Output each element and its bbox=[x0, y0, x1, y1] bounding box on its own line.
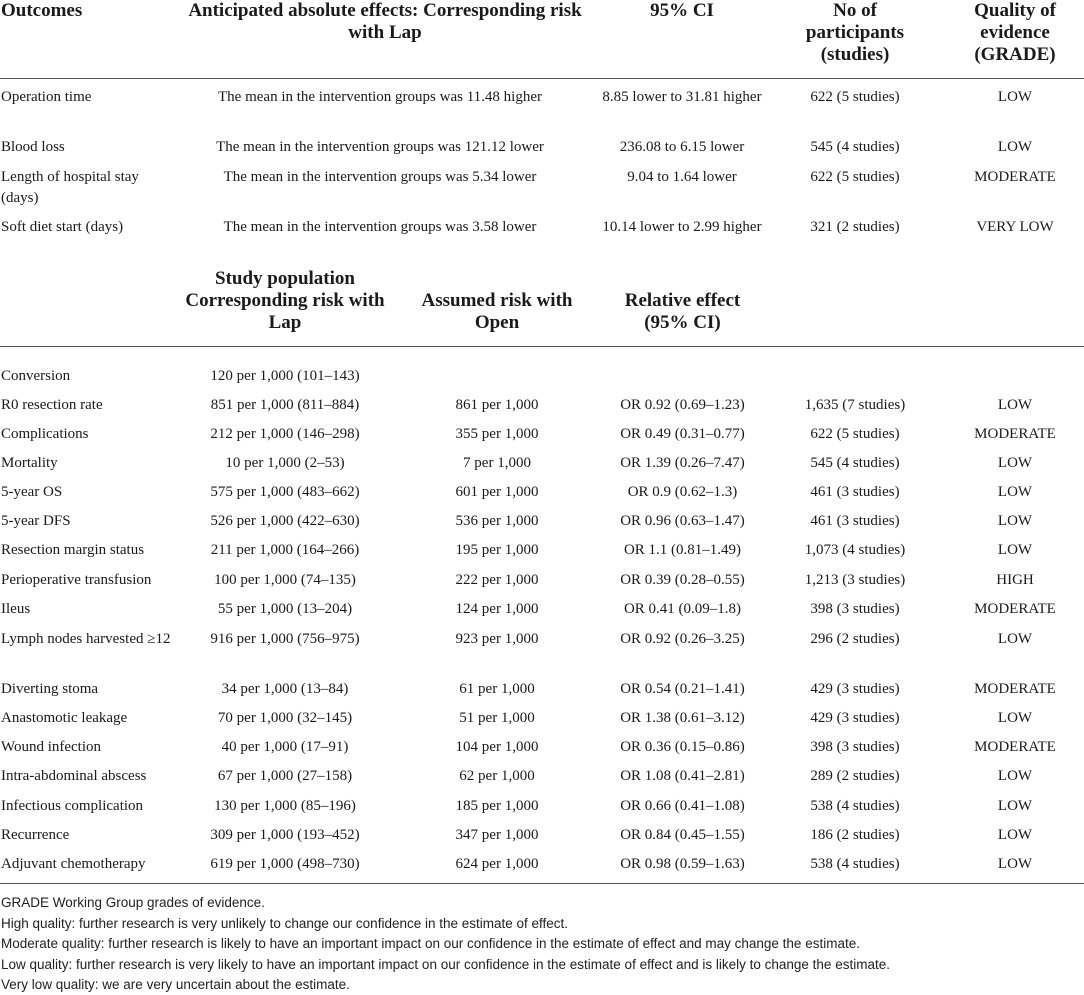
participants-text: 538 (4 studies) bbox=[810, 856, 900, 872]
participants-text: 622 (5 studies) bbox=[810, 89, 900, 105]
outcome-name: Resection margin status bbox=[1, 542, 145, 558]
outcome-name: Wound infection bbox=[1, 739, 102, 755]
quality-text: LOW bbox=[997, 542, 1033, 558]
subheader-assumed-risk: Assumed risk with Open bbox=[421, 290, 573, 333]
lap-risk-text: 619 per 1,000 (498–730) bbox=[210, 856, 360, 872]
quality-text: MODERATE bbox=[974, 426, 1056, 442]
participants-text: 289 (2 studies) bbox=[810, 768, 900, 784]
open-risk-text: 62 per 1,000 bbox=[459, 768, 535, 784]
open-risk-text: 51 per 1,000 bbox=[459, 710, 535, 726]
quality-text: LOW bbox=[997, 139, 1033, 155]
open-risk-text: 61 per 1,000 bbox=[459, 681, 535, 697]
ci-text: 9.04 to 1.64 lower bbox=[627, 169, 737, 185]
subheader-study-population: Study population Corresponding risk with Lap bbox=[185, 268, 385, 333]
participants-text: 429 (3 studies) bbox=[810, 681, 900, 697]
quality-text: MODERATE bbox=[974, 739, 1056, 755]
footnote-moderate: Moderate quality: further research is likely to have an important impact on our confidence in the estimate of effect and may change the estimate. bbox=[1, 936, 860, 951]
quality-text: LOW bbox=[997, 631, 1033, 647]
outcome-name: Mortality bbox=[1, 455, 58, 471]
participants-text: 321 (2 studies) bbox=[810, 219, 900, 235]
outcome-name: Lymph nodes harvested ≥12 bbox=[1, 631, 171, 647]
lap-risk-text: 34 per 1,000 (13–84) bbox=[221, 681, 349, 697]
quality-text: LOW bbox=[997, 455, 1033, 471]
outcome-name: R0 resection rate bbox=[1, 397, 103, 413]
outcome-name: Blood loss bbox=[1, 139, 65, 155]
relative-effect-text: OR 0.39 (0.28–0.55) bbox=[620, 572, 745, 588]
open-risk-text: 624 per 1,000 bbox=[455, 856, 539, 872]
header-participants: No of participants (studies) bbox=[805, 0, 905, 65]
open-risk-text: 923 per 1,000 bbox=[455, 631, 539, 647]
relative-effect-text: OR 0.98 (0.59–1.63) bbox=[620, 856, 745, 872]
participants-text: 545 (4 studies) bbox=[810, 455, 900, 471]
effect-text: The mean in the intervention groups was 11.48 higher bbox=[218, 89, 542, 105]
open-risk-text: 185 per 1,000 bbox=[455, 798, 539, 814]
subheader-relative-effect: Relative effect (95% CI) bbox=[624, 290, 741, 333]
participants-text: 1,213 (3 studies) bbox=[804, 572, 906, 588]
header-rule bbox=[0, 78, 1084, 79]
relative-effect-text: OR 0.92 (0.26–3.25) bbox=[620, 631, 745, 647]
relative-effect-text: OR 0.49 (0.31–0.77) bbox=[620, 426, 745, 442]
lap-risk-text: 100 per 1,000 (74–135) bbox=[214, 572, 356, 588]
relative-effect-text: OR 0.96 (0.63–1.47) bbox=[620, 513, 745, 529]
participants-text: 398 (3 studies) bbox=[810, 601, 900, 617]
participants-text: 461 (3 studies) bbox=[810, 484, 900, 500]
outcome-name: Length of hospital stay (days) bbox=[1, 169, 139, 206]
lap-risk-text: 309 per 1,000 (193–452) bbox=[210, 827, 360, 843]
ci-text: 10.14 lower to 2.99 higher bbox=[602, 219, 762, 235]
ci-text: 236.08 to 6.15 lower bbox=[619, 139, 745, 155]
outcome-name: 5-year OS bbox=[1, 484, 63, 500]
quality-text: HIGH bbox=[996, 572, 1034, 588]
participants-text: 429 (3 studies) bbox=[810, 710, 900, 726]
footnote-high: High quality: further research is very unlikely to change our confidence in the estimate of effect. bbox=[1, 916, 569, 931]
open-risk-text: 222 per 1,000 bbox=[455, 572, 539, 588]
participants-text: 538 (4 studies) bbox=[810, 798, 900, 814]
open-risk-text: 347 per 1,000 bbox=[455, 827, 539, 843]
lap-risk-text: 211 per 1,000 (164–266) bbox=[210, 542, 360, 558]
quality-text: MODERATE bbox=[974, 601, 1056, 617]
participants-text: 461 (3 studies) bbox=[810, 513, 900, 529]
subheader-rule bbox=[0, 346, 1084, 347]
quality-text: LOW bbox=[997, 513, 1033, 529]
open-risk-text: 536 per 1,000 bbox=[455, 513, 539, 529]
open-risk-text: 124 per 1,000 bbox=[455, 601, 539, 617]
lap-risk-text: 575 per 1,000 (483–662) bbox=[210, 484, 360, 500]
relative-effect-text: OR 1.38 (0.61–3.12) bbox=[620, 710, 745, 726]
footnote-grade: GRADE Working Group grades of evidence. bbox=[1, 895, 265, 910]
outcome-name: Perioperative transfusion bbox=[1, 572, 152, 588]
participants-text: 398 (3 studies) bbox=[810, 739, 900, 755]
quality-text: MODERATE bbox=[974, 681, 1056, 697]
outcome-name: Infectious complication bbox=[1, 798, 144, 814]
outcome-name: Ileus bbox=[1, 601, 31, 617]
lap-risk-text: 55 per 1,000 (13–204) bbox=[217, 601, 353, 617]
relative-effect-text: OR 1.1 (0.81–1.49) bbox=[623, 542, 742, 558]
effect-text: The mean in the intervention groups was 3.58 lower bbox=[223, 219, 537, 235]
open-risk-text: 355 per 1,000 bbox=[455, 426, 539, 442]
outcome-name: Soft diet start (days) bbox=[1, 219, 124, 235]
open-risk-text: 195 per 1,000 bbox=[455, 542, 539, 558]
participants-text: 1,073 (4 studies) bbox=[804, 542, 906, 558]
outcome-name: Diverting stoma bbox=[1, 681, 99, 697]
lap-risk-text: 130 per 1,000 (85–196) bbox=[214, 798, 356, 814]
header-95-ci: 95% CI bbox=[650, 0, 714, 21]
header-quality: Quality of evidence (GRADE) bbox=[974, 0, 1056, 65]
ci-text: 8.85 lower to 31.81 higher bbox=[602, 89, 762, 105]
quality-text: LOW bbox=[997, 397, 1033, 413]
participants-text: 622 (5 studies) bbox=[810, 426, 900, 442]
open-risk-text: 104 per 1,000 bbox=[455, 739, 539, 755]
quality-text: MODERATE bbox=[974, 169, 1056, 185]
outcome-name: Intra-abdominal abscess bbox=[1, 768, 147, 784]
quality-text: LOW bbox=[997, 798, 1033, 814]
open-risk-text: 861 per 1,000 bbox=[455, 397, 539, 413]
effect-text: The mean in the intervention groups was 5.34 lower bbox=[223, 169, 537, 185]
open-risk-text: 601 per 1,000 bbox=[455, 484, 539, 500]
participants-text: 622 (5 studies) bbox=[810, 169, 900, 185]
quality-text: LOW bbox=[997, 768, 1033, 784]
lap-risk-text: 70 per 1,000 (32–145) bbox=[217, 710, 353, 726]
participants-text: 545 (4 studies) bbox=[810, 139, 900, 155]
participants-text: 296 (2 studies) bbox=[810, 631, 900, 647]
header-anticipated-effects: Anticipated absolute effects: Corresponding risk with Lap bbox=[188, 0, 582, 43]
outcome-name: Complications bbox=[1, 426, 89, 442]
outcome-name: Conversion bbox=[1, 368, 71, 384]
outcome-name: Operation time bbox=[1, 89, 92, 105]
relative-effect-text: OR 0.36 (0.15–0.86) bbox=[620, 739, 745, 755]
participants-text: 186 (2 studies) bbox=[810, 827, 900, 843]
quality-text: LOW bbox=[997, 856, 1033, 872]
relative-effect-text: OR 1.08 (0.41–2.81) bbox=[620, 768, 745, 784]
open-risk-text: 7 per 1,000 bbox=[463, 455, 531, 471]
outcome-name: Recurrence bbox=[1, 827, 70, 843]
relative-effect-text: OR 0.41 (0.09–1.8) bbox=[623, 601, 742, 617]
footnote-very-low: Very low quality: we are very uncertain about the estimate. bbox=[1, 977, 350, 992]
lap-risk-text: 120 per 1,000 (101–143) bbox=[210, 368, 360, 384]
header-outcomes: Outcomes bbox=[1, 0, 83, 21]
quality-text: LOW bbox=[997, 89, 1033, 105]
quality-text: LOW bbox=[997, 710, 1033, 726]
lap-risk-text: 10 per 1,000 (2–53) bbox=[225, 455, 345, 471]
lap-risk-text: 526 per 1,000 (422–630) bbox=[210, 513, 360, 529]
relative-effect-text: OR 0.54 (0.21–1.41) bbox=[620, 681, 745, 697]
relative-effect-text: OR 0.92 (0.69–1.23) bbox=[620, 397, 745, 413]
footnote-low: Low quality: further research is very likely to have an important impact on our confidence in the estimate of effect and is likely to change the estimate. bbox=[1, 957, 890, 972]
quality-text: LOW bbox=[997, 484, 1033, 500]
quality-text: LOW bbox=[997, 827, 1033, 843]
quality-text: VERY LOW bbox=[976, 219, 1054, 235]
outcome-name: Adjuvant chemotherapy bbox=[1, 856, 146, 872]
lap-risk-text: 67 per 1,000 (27–158) bbox=[217, 768, 353, 784]
lap-risk-text: 916 per 1,000 (756–975) bbox=[210, 631, 360, 647]
footer-rule bbox=[0, 883, 1084, 884]
lap-risk-text: 212 per 1,000 (146–298) bbox=[210, 426, 360, 442]
effect-text: The mean in the intervention groups was 121.12 lower bbox=[216, 139, 544, 155]
relative-effect-text: OR 0.66 (0.41–1.08) bbox=[620, 798, 745, 814]
lap-risk-text: 851 per 1,000 (811–884) bbox=[210, 397, 360, 413]
outcome-name: Anastomotic leakage bbox=[1, 710, 128, 726]
participants-text: 1,635 (7 studies) bbox=[804, 397, 906, 413]
relative-effect-text: OR 0.9 (0.62–1.3) bbox=[627, 484, 738, 500]
outcome-name: 5-year DFS bbox=[1, 513, 71, 529]
relative-effect-text: OR 0.84 (0.45–1.55) bbox=[620, 827, 745, 843]
lap-risk-text: 40 per 1,000 (17–91) bbox=[221, 739, 349, 755]
relative-effect-text: OR 1.39 (0.26–7.47) bbox=[620, 455, 745, 471]
